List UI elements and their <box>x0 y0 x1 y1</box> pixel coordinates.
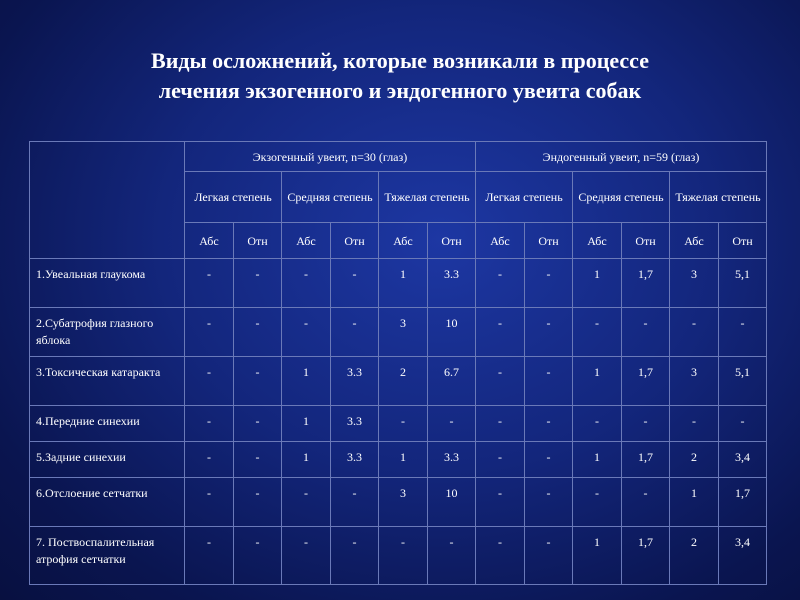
table-row <box>30 527 767 585</box>
complications-table <box>29 141 767 585</box>
row-label: 7. Поствоспалительная атрофия сетчатки <box>30 527 185 585</box>
table-cell: 1,7 <box>622 442 670 478</box>
table-cell: - <box>525 406 573 442</box>
header-subcol: Отн <box>622 223 670 259</box>
header-subcol: Отн <box>719 223 767 259</box>
table-cell: - <box>282 308 331 357</box>
table-cell: - <box>185 478 234 527</box>
table-cell: - <box>525 259 573 308</box>
table-cell: - <box>234 357 282 406</box>
table-cell: - <box>428 527 476 585</box>
table-cell: - <box>525 442 573 478</box>
table-cell: - <box>234 478 282 527</box>
table-cell: 3.3 <box>428 259 476 308</box>
row-label: 3.Токсическая катаракта <box>30 357 185 406</box>
table-row <box>30 308 767 357</box>
table-cell: 1 <box>379 259 428 308</box>
table-cell: - <box>331 527 379 585</box>
header-subcol: Отн <box>525 223 573 259</box>
table-cell: 1 <box>573 442 622 478</box>
table-cell: 1 <box>282 357 331 406</box>
table-row <box>30 406 767 442</box>
table-cell: 1 <box>670 478 719 527</box>
header-subcol: Абс <box>670 223 719 259</box>
table-row <box>30 357 767 406</box>
table-cell: 1 <box>282 442 331 478</box>
table-cell: - <box>573 406 622 442</box>
header-severity: Средняя степень <box>282 172 379 223</box>
table-cell: - <box>234 527 282 585</box>
table-cell: - <box>525 357 573 406</box>
header-severity: Средняя степень <box>573 172 670 223</box>
table-cell: - <box>234 259 282 308</box>
table-cell: 1,7 <box>622 259 670 308</box>
table-cell: - <box>476 308 525 357</box>
table-cell: 1 <box>282 406 331 442</box>
header-severity: Легкая степень <box>476 172 573 223</box>
table-row <box>30 442 767 478</box>
table-cell: - <box>476 259 525 308</box>
table-cell: 1 <box>379 442 428 478</box>
table-cell: 5,1 <box>719 357 767 406</box>
table-cell: - <box>282 527 331 585</box>
table-cell: 3.3 <box>331 357 379 406</box>
row-label: 4.Передние синехии <box>30 406 185 442</box>
table-cell: - <box>622 478 670 527</box>
table-cell: - <box>719 308 767 357</box>
header-subcol: Отн <box>234 223 282 259</box>
table-cell: 1 <box>573 259 622 308</box>
row-label: 5.Задние синехии <box>30 442 185 478</box>
table-cell: - <box>331 478 379 527</box>
header-severity: Легкая степень <box>185 172 282 223</box>
table-cell: - <box>525 308 573 357</box>
table-cell: - <box>719 406 767 442</box>
table-cell: 2 <box>670 527 719 585</box>
header-subcol: Абс <box>476 223 525 259</box>
table-cell: - <box>185 406 234 442</box>
table-cell: - <box>234 308 282 357</box>
table-cell: - <box>670 308 719 357</box>
table-cell: - <box>525 478 573 527</box>
table-cell: 10 <box>428 308 476 357</box>
table-cell: - <box>379 527 428 585</box>
table-cell: - <box>622 406 670 442</box>
table-cell: 5,1 <box>719 259 767 308</box>
header-subcol: Абс <box>379 223 428 259</box>
table-cell: 10 <box>428 478 476 527</box>
table-cell: - <box>282 259 331 308</box>
table-cell: - <box>573 308 622 357</box>
table-row <box>30 478 767 527</box>
table-cell: 3.3 <box>331 442 379 478</box>
table-cell: - <box>185 527 234 585</box>
header-group-endogenous: Эндогенный увеит, n=59 (глаз) <box>476 142 767 172</box>
table-cell: - <box>234 442 282 478</box>
table-cell: - <box>185 442 234 478</box>
table-cell: - <box>185 259 234 308</box>
table-cell: - <box>331 259 379 308</box>
table-cell: - <box>476 406 525 442</box>
table-cell: - <box>476 442 525 478</box>
header-subcol: Абс <box>185 223 234 259</box>
header-subcol: Отн <box>331 223 379 259</box>
table-cell: - <box>670 406 719 442</box>
table-cell: 3.3 <box>331 406 379 442</box>
header-subcol: Отн <box>428 223 476 259</box>
table-cell: - <box>185 308 234 357</box>
table-cell: 3.3 <box>428 442 476 478</box>
table-cell: 1 <box>573 527 622 585</box>
header-severity: Тяжелая степень <box>670 172 767 223</box>
header-group-exogenous: Экзогенный увеит, n=30 (глаз) <box>185 142 476 172</box>
table-cell: 3 <box>670 357 719 406</box>
table-cell: - <box>573 478 622 527</box>
slide-title <box>40 46 760 106</box>
slide-title-line-2: лечения экзогенного и эндогенного увеита собак <box>158 78 642 103</box>
table-cell: 1 <box>573 357 622 406</box>
header-severity: Тяжелая степень <box>379 172 476 223</box>
table-cell: - <box>331 308 379 357</box>
table-row <box>30 259 767 308</box>
table-cell: 6.7 <box>428 357 476 406</box>
table-cell: 2 <box>670 442 719 478</box>
header-subcol: Абс <box>573 223 622 259</box>
table-cell: - <box>185 357 234 406</box>
slide-title-line-1: Виды осложнений, которые возникали в процессе <box>151 48 649 73</box>
table-cell: 3 <box>670 259 719 308</box>
table-cell: 3 <box>379 308 428 357</box>
table-cell: - <box>379 406 428 442</box>
table-cell: - <box>525 527 573 585</box>
table-cell: - <box>428 406 476 442</box>
table-cell: 3,4 <box>719 527 767 585</box>
table-cell: - <box>282 478 331 527</box>
table-cell: 3 <box>379 478 428 527</box>
header-row-groups <box>30 142 767 172</box>
table-cell: 1,7 <box>719 478 767 527</box>
table-cell: 3,4 <box>719 442 767 478</box>
row-label: 1.Увеальная глаукома <box>30 259 185 308</box>
table-cell: - <box>622 308 670 357</box>
header-subcol: Абс <box>282 223 331 259</box>
table-cell: - <box>476 527 525 585</box>
table-cell: 1,7 <box>622 357 670 406</box>
table-cell: - <box>234 406 282 442</box>
row-label: 6.Отслоение сетчатки <box>30 478 185 527</box>
table-cell: 1,7 <box>622 527 670 585</box>
table-cell: - <box>476 478 525 527</box>
table-cell: - <box>476 357 525 406</box>
table-cell: 2 <box>379 357 428 406</box>
header-empty-cell <box>30 142 185 259</box>
row-label: 2.Субатрофия глазного яблока <box>30 308 185 357</box>
